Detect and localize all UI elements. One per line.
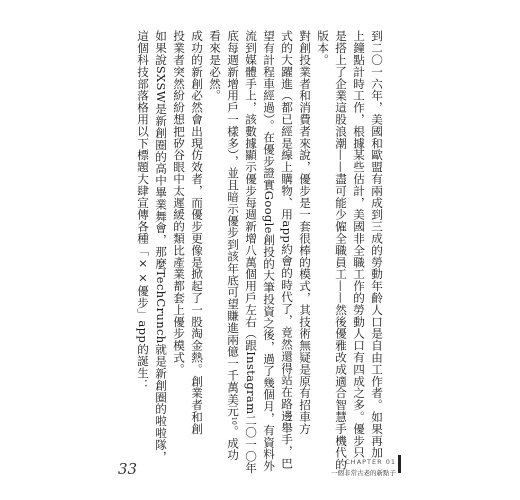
text-column-5: 對創投業者和消費者來說，優步是一套很棒的模式，其技術無疑是原有招車方 [298, 30, 312, 435]
text-column-9 [224, 30, 242, 461]
chapter-marker-bar [398, 455, 401, 473]
text-column-4: 版本。 [316, 30, 330, 66]
text-column-9-main: 底每週新增用戶一樣多），並且暗示優步到該年底可望賺進兩億一千萬美元 [226, 30, 240, 417]
text-column-1: 到二〇一六年，美國和歐盟有兩成到三成的勞動年齡人口是自由工作者。如果再加 [370, 30, 384, 459]
page-number: 33 [118, 460, 138, 478]
text-column-7: 望有計程車經過）。在優步證實Google創投的大筆投資之後，過了幾個月，有資料外 [262, 30, 276, 472]
text-column-3: 是搭上了企業這股浪潮——盡可能少僱全職員工——然後優雅改成適合智慧手機代的 [334, 30, 348, 471]
text-column-12: 投業者突然紛紛想把矽谷眼中太遲緩的類比產業都套上優步模式。 [172, 30, 186, 376]
text-column-11: 成功的新創必然會出現仿效者，而優步更像是掀起了一股淘金熱。創業者和創 [190, 30, 204, 435]
footnote-marker: 10 [230, 416, 237, 426]
text-column-8: 流到媒體手上，該數據顯示優步每週新增八萬個用戶左右（跟Instagram二〇一〇年 [244, 30, 258, 474]
text-column-9-end: 。成功 [226, 425, 240, 461]
text-column-13: 如果說SXSW是新創圈的高中畢業舞會，那麼TechCrunch就是新創圈的啦啦隊， [154, 30, 168, 463]
chapter-label: CHAPTER 01 [345, 458, 396, 466]
text-column-6: 式的大躍進（都已經是線上購物、用app約會的時代了，竟然還得站在路邊舉手，巴 [280, 30, 294, 470]
chapter-header [306, 458, 396, 477]
text-column-10: 看來是必然。 [208, 30, 222, 102]
text-column-2: 上鐘點計時工作，根據某些估計，美國非全職工作的勞動人口有四成之多。優步只 [352, 30, 366, 459]
chapter-title: 一個非常古老的新點子 [331, 469, 396, 477]
text-column-14: 這個科技部落格用以下標題大肆宣傳各種「××優步」app的誕生： [136, 30, 150, 391]
